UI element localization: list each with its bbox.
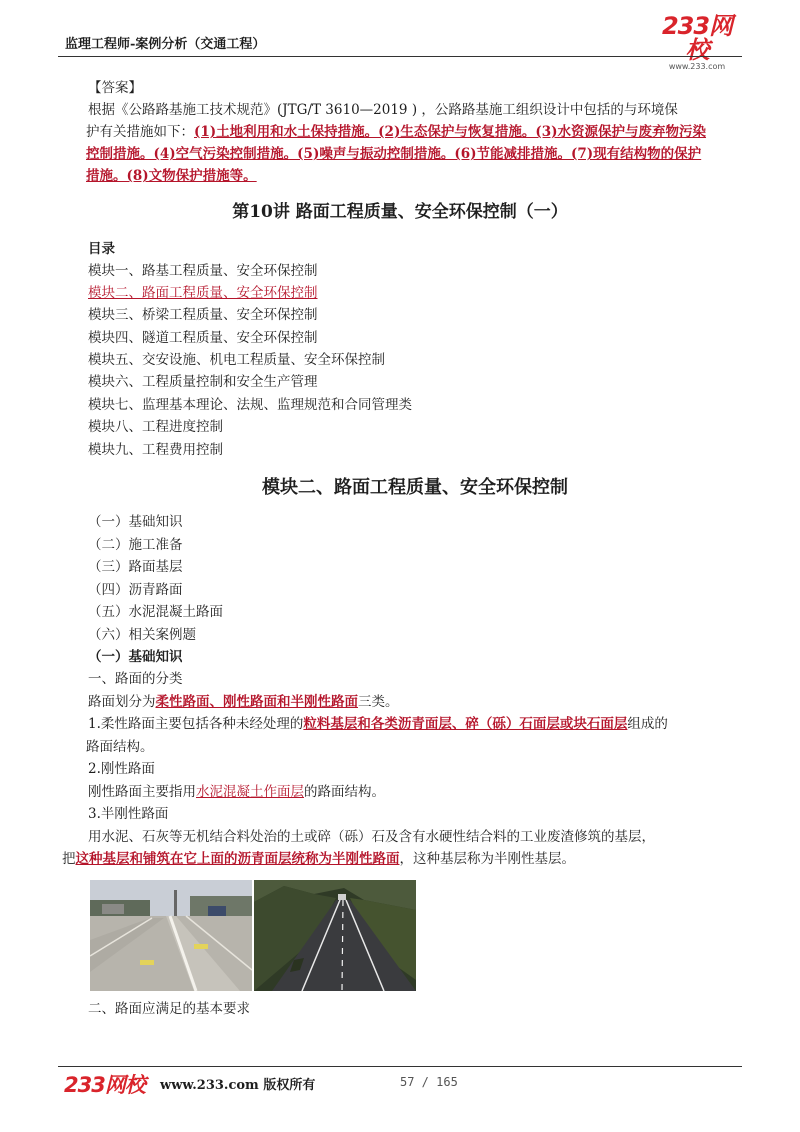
toc-item[interactable]: 模块四、隧道工程质量、安全环保控制 [88, 330, 318, 346]
footer-divider [58, 1066, 742, 1067]
logo-url: www.233.com [668, 62, 726, 71]
text: 刚性路面主要指用 [88, 784, 196, 800]
section-item: （一）基础知识 [88, 514, 183, 530]
toc-item[interactable]: 模块三、桥梁工程质量、安全环保控制 [88, 307, 318, 323]
asphalt-highway-photo [254, 880, 416, 991]
paragraph [88, 713, 668, 735]
text: 路面划分为 [88, 694, 156, 710]
footer-site[interactable]: www.233.com 版权所有 [160, 1078, 316, 1093]
toc-item[interactable]: 模块九、工程费用控制 [88, 442, 223, 458]
answer-label: 【答案】 [88, 80, 142, 96]
footer-logo[interactable]: 233网校 [64, 1073, 145, 1097]
page-number: 57 / 165 [400, 1075, 458, 1089]
asphalt-highway-image [254, 880, 416, 991]
text: ，这种基层称为半刚性基层。 [399, 851, 575, 867]
text: 组成的 [627, 716, 668, 732]
toc-item[interactable]: 模块一、路基工程质量、安全环保控制 [88, 263, 318, 279]
answer-highlight: 控制措施。(4)空气污染控制措施。(5)噪声与振动控制措施。(6)节能减排措施。(7)现有结构物的保护 [86, 146, 702, 162]
text: 的路面结构。 [304, 784, 385, 800]
lecture-title: 第10讲 路面工程质量、安全环保控制（一） [232, 202, 568, 222]
toc-item[interactable]: 模块六、工程质量控制和安全生产管理 [88, 374, 318, 390]
section-item: （四）沥青路面 [88, 582, 183, 598]
subheading: 一、路面的分类 [88, 671, 183, 687]
paragraph [88, 781, 385, 803]
section-item: （二）施工准备 [88, 537, 183, 553]
toc-item-current[interactable]: 模块二、路面工程质量、安全环保控制 [88, 285, 318, 301]
page-header [58, 0, 742, 71]
highlight: 粒料基层和各类沥青面层、碎（砾）石面层或块石面层 [303, 716, 628, 732]
module-title: 模块二、路面工程质量、安全环保控制 [262, 477, 568, 498]
answer-highlight: (1)土地利用和水土保持措施。(2)生态保护与恢复措施。(3)水资源保护与废弃物污染 [194, 124, 707, 140]
section-item: （三）路面基层 [88, 559, 183, 575]
subheading: 二、路面应满足的基本要求 [88, 1001, 250, 1017]
paragraph: 用水泥、石灰等无机结合料处治的土或碎（砾）石及含有水硬性结合料的工业废渣修筑的基层， [88, 829, 655, 845]
text: 三类。 [358, 694, 399, 710]
text: 1.柔性路面主要包括各种未经处理的 [88, 716, 304, 732]
answer-line [86, 121, 706, 143]
rigid-pavement-image [90, 880, 252, 991]
highlight: 水泥混凝土作面层 [196, 784, 304, 800]
highlight: 这种基层和铺筑在它上面的沥青面层统称为半刚性路面 [75, 851, 400, 867]
rigid-pavement-photo [90, 880, 252, 991]
subheading: 2.刚性路面 [88, 761, 155, 777]
section-item: （六）相关案例题 [88, 627, 196, 643]
paragraph [88, 691, 399, 713]
paragraph [62, 848, 575, 870]
toc-item[interactable]: 模块五、交安设施、机电工程质量、安全环保控制 [88, 352, 385, 368]
toc-item[interactable]: 模块七、监理基本理论、法规、监理规范和合同管理类 [88, 397, 412, 413]
paragraph-continued: 路面结构。 [86, 739, 154, 755]
text: 把 [62, 851, 76, 867]
toc-title: 目录 [88, 241, 115, 257]
brand-logo[interactable] [652, 14, 742, 71]
section-heading: （一）基础知识 [88, 649, 183, 665]
subheading: 3.半刚性路面 [88, 806, 169, 822]
answer-highlight: 措施。(8)文物保护措施等。 [86, 168, 257, 184]
header-divider [58, 56, 742, 57]
toc-item[interactable]: 模块八、工程进度控制 [88, 419, 223, 435]
logo-text: 233网校 [661, 12, 733, 64]
highlight: 柔性路面、刚性路面和半刚性路面 [155, 694, 358, 710]
road-photos [90, 880, 416, 991]
section-item: （五）水泥混凝土路面 [88, 604, 223, 620]
header-title: 监理工程师-案例分析（交通工程） [65, 37, 266, 52]
answer-text: 护有关措施如下： [86, 124, 194, 140]
answer-line: 根据《公路路基施工技术规范》(JTG/T 3610—2019 ) ，公路路基施工组织设计中包括的与环境保 [88, 102, 678, 118]
